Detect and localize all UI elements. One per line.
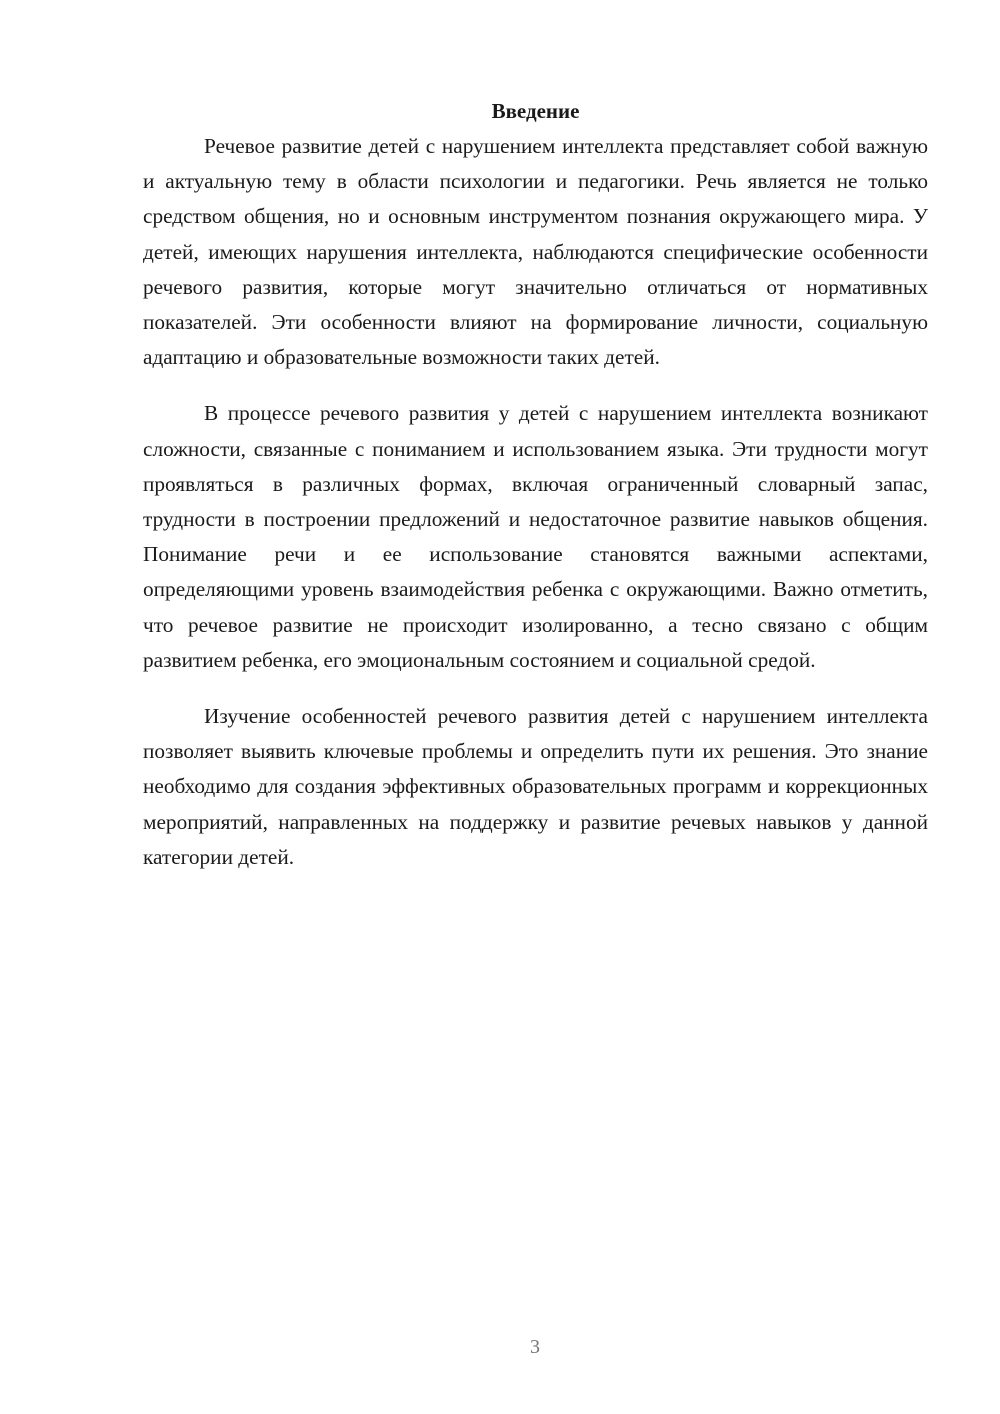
page-number: 3 (530, 1336, 540, 1358)
paragraph-1: Речевое развитие детей с нарушением интеллекта представляет собой важную и актуальную тему в области психологии и педагогики. Речь является не только средством общения, но и основным инструментом познания окружающего мира. У детей, имеющих нарушения интеллекта, наблюдаются специфические особенности речевого развития, которые могут значительно отличаться от нормативных показателей. Эти особенности влияют на формирование личности, социальную адаптацию и образовательные возможности таких детей. (143, 134, 928, 370)
paragraph-2: В процессе речевого развития у детей с нарушением интеллекта возникают сложности, связанные с пониманием и использованием языка. Эти трудности могут проявляться в различных формах, включая ограниченный словарный запас, трудности в построении предложений и недостаточное развитие навыков общения. Понимание речи и ее использование становятся важными аспектами, определяющими уровень взаимодействия ребенка с окружающими. Важно отметить, что речевое развитие не происходит изолированно, а тесно связано с общим развитием ребенка, его эмоциональным состоянием и социальной средой. (143, 401, 928, 672)
paragraph-3: Изучение особенностей речевого развития детей с нарушением интеллекта позволяет выявить ключевые проблемы и определить пути их решения. Это знание необходимо для создания эффективных образовательных программ и коррекционных мероприятий, направленных на поддержку и развитие речевых навыков у данной категории детей. (143, 704, 928, 869)
section-title: Введение (491, 99, 580, 123)
page-content (143, 94, 928, 875)
